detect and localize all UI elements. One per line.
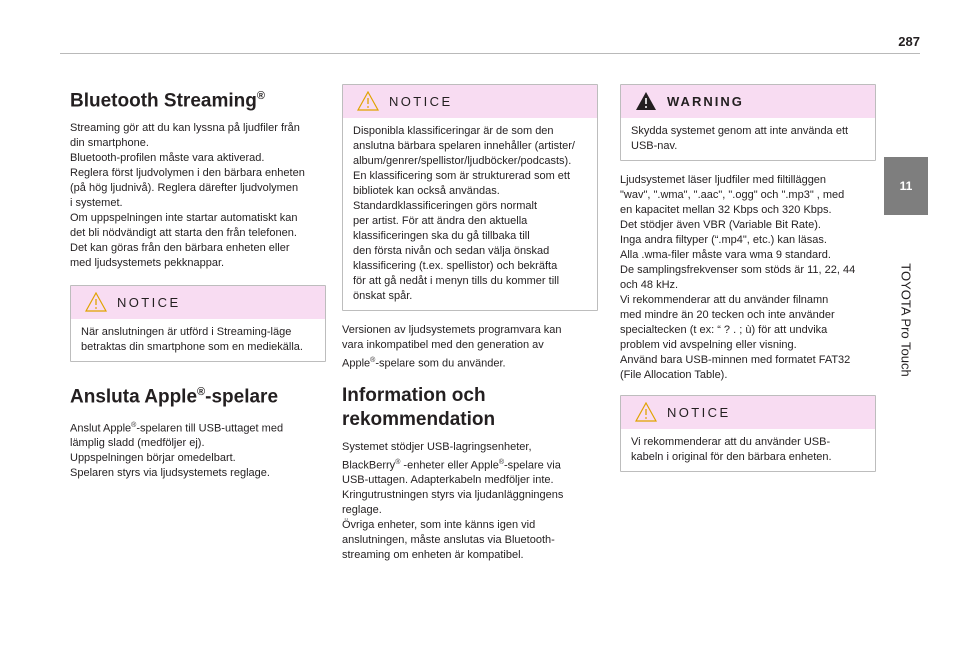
chapter-title: TOYOTA Pro Touch xyxy=(898,263,914,377)
warning-triangle-icon xyxy=(635,402,657,422)
chapter-label xyxy=(884,220,928,420)
notice-text: När anslutningen är utförd i Streaming-läge betraktas din smartphone som en mediekälla. xyxy=(81,326,303,354)
notice-title: NOTICE xyxy=(389,94,453,109)
notice-box xyxy=(342,84,598,311)
column-2 xyxy=(342,84,598,563)
warning-title: WARNING xyxy=(667,94,744,109)
file-format-text: Ljudsystemet läser ljudfiler med filtilläggen "wav", ".wma", ".aac", ".ogg" och ".mp3" , med en kapacitet mellan 32 Kbps och 320 Kbps. Det stödjer även VBR (Variable Bit Rate). Inga andra filtyper (“.mp4", etc.) kan läsas. Alla .wma-filer måste vara wma 9 standard. De samplingsfrekvenser som stöds är 11, 22, 44 och 48 kHz. Vi rekommenderar att du använder filnamn med mindre än 20 tecken och inte använder specialtecken (t ex: “ ? . ; ù) för att undvika problem vid avspelning eller visning. Använd bara USB-minnen med formatet FAT32 (File Allocation Table). xyxy=(620,174,856,381)
warning-triangle-icon xyxy=(85,292,107,312)
warning-triangle-icon xyxy=(357,91,379,111)
bluetooth-streaming-heading: Bluetooth Streaming® xyxy=(70,90,265,112)
warning-header xyxy=(621,85,875,118)
notice-title: NOTICE xyxy=(117,295,181,311)
version-text: Versionen av ljudsystemets programvara kan vara inkompatibel med den generation av Apple®-spelare som du använder. xyxy=(342,324,562,370)
notice-box xyxy=(620,395,876,472)
chapter-tab[interactable]: 11 xyxy=(884,157,928,215)
notice-box xyxy=(70,285,326,362)
information-text: Systemet stödjer USB-lagringsenheter, BlackBerry® -enheter eller Apple®-spelare via USB-uttagen. Adapterkabeln medföljer inte. Kringutrustningen styrs via ljudanläggningens reglage. Övriga enheter, som inte känns igen vid anslutningen, måste anslutas via Bluetooth- streaming om enheten är kompatibel. xyxy=(342,440,564,562)
top-divider xyxy=(60,53,920,54)
column-1 xyxy=(70,84,326,481)
notice-header xyxy=(71,286,325,319)
notice-text: Disponibla klassificeringar är de som den anslutna bärbara spelaren innehåller (artister/ album/genrer/spellistor/ljudböcker/podcasts). En klassificering som är strukturerad som ett bibliotek kan också användas. Standardklassificeringen görs normalt per artist. För att ändra den aktuella klassificeringen ska du gå tillbaka till den första nivån och sedan välja önskad klassificering (t.ex. spellistor) och bekräfta för att gå nedåt i menyn tills du kommer till önskat spår. xyxy=(353,125,575,302)
warning-filled-icon xyxy=(635,91,657,111)
notice-title: NOTICE xyxy=(667,405,731,420)
notice-header xyxy=(621,396,875,429)
apple-player-text: Anslut Apple®-spelaren till USB-uttaget med lämplig sladd (medföljer ej). Uppspelningen börjar omedelbart. Spelaren styrs via ljudsystemets reglage. xyxy=(70,421,284,480)
notice-header xyxy=(343,85,597,118)
warning-text: Skydda systemet genom att inte använda ett USB-nav. xyxy=(631,125,849,152)
apple-player-heading: Ansluta Apple®-spelare xyxy=(70,386,279,408)
information-heading: Information och rekommendation xyxy=(342,384,496,430)
warning-box xyxy=(620,84,876,161)
bluetooth-streaming-text: Streaming gör att du kan lyssna på ljudfiler från din smartphone. Bluetooth-profilen måste vara aktiverad. Reglera först ljudvolymen i den bärbara enheten (på hög ljudnivå). Reglera därefter ljudvolymen i systemet. Om uppspelningen inte startar automatiskt kan det bli nödvändigt att starta den från telefonen. Det kan göras från den bärbara enheten eller med ljudsystemets pekknappar. xyxy=(70,122,305,270)
page-number: 287 xyxy=(898,34,920,49)
notice-text: Vi rekommenderar att du använder USB- kabeln i original för den bärbara enheten. xyxy=(631,436,832,463)
column-3 xyxy=(620,84,876,472)
